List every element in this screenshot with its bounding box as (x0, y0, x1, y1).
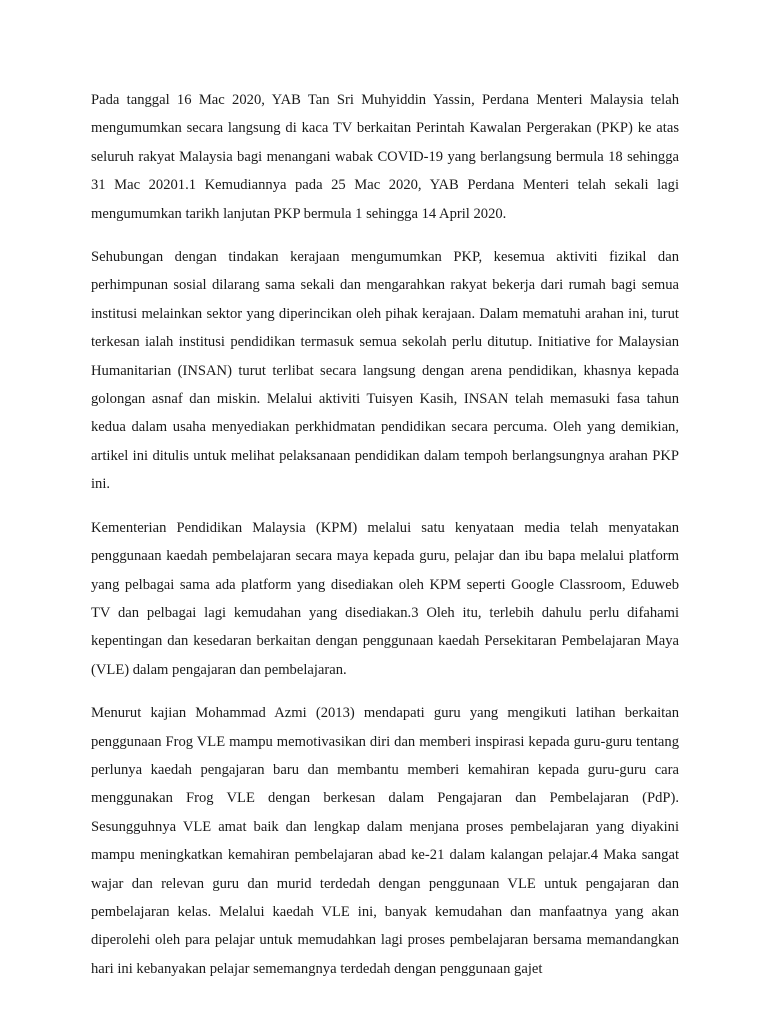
paragraph-kpm-statement: Kementerian Pendidikan Malaysia (KPM) melalui satu kenyataan media telah menyatakan penggunaan kaedah pembelajaran secara maya kepada guru, pelajar dan ibu bapa melalui platform yang pelbagai sama ada platform yang disediakan oleh KPM seperti Google Classroom, Eduweb TV dan pelbagai lagi kemudahan yang disediakan.3 Oleh itu, terlebih dahulu perlu difahami kepentingan dan kesedaran berkaitan dengan penggunaan kaedah Persekitaran Pembelajaran Maya (VLE) dalam pengajaran dan pembelajaran. (91, 519, 679, 678)
paragraph-pkp-announcement: Pada tanggal 16 Mac 2020, YAB Tan Sri Muhyiddin Yassin, Perdana Menteri Malaysia telah mengumumkan secara langsung di kaca TV berkaitan Perintah Kawalan Pergerakan (PKP) ke atas seluruh rakyat Malaysia bagi menangani wabak COVID-19 yang berlangsung bermula 18 sehingga 31 Mac 20201.1 Kemudiannya pada 25 Mac 2020, YAB Perdana Menteri telah sekali lagi mengumumkan tarikh lanjutan PKP bermula 1 sehingga 14 April 2020. (91, 92, 679, 222)
paragraph-government-action: Sehubungan dengan tindakan kerajaan mengumumkan PKP, kesemua aktiviti fizikal dan perhimpunan sosial dilarang sama sekali dan mengarahkan rakyat bekerja dari rumah bagi semua institusi melainkan sektor yang diperincikan oleh pihak kerajaan. Dalam mematuhi arahan ini, turut terkesan ialah institusi pendidikan termasuk semua sekolah perlu ditutup. Initiative for Malaysian Humanitarian (INSAN) turut terlibat secara langsung dengan arena pendidikan, khasnya kepada golongan asnaf dan miskin. Melalui aktiviti Tuisyen Kasih, INSAN telah memasuki fasa tahun kedua dalam usaha menyediakan perkhidmatan pendidikan secara percuma. Oleh yang demikian, artikel ini ditulis untuk melihat pelaksanaan pendidikan dalam tempoh berlangsungnya arahan PKP ini. (91, 249, 679, 493)
document-page (91, 86, 679, 998)
paragraph-vle-study: Menurut kajian Mohammad Azmi (2013) mendapati guru yang mengikuti latihan berkaitan penggunaan Frog VLE mampu memotivasikan diri dan memberi inspirasi kepada guru-guru tentang perlunya kaedah pengajaran baru dan membantu memberi kemahiran kepada guru-guru cara menggunakan Frog VLE dengan berkesan dalam Pengajaran dan Pembelajaran (PdP). Sesungguhnya VLE amat baik dan lengkap dalam menjana proses pembelajaran yang diyakini mampu meningkatkan kemahiran pembelajaran abad ke-21 dalam kalangan pelajar.4 Maka sangat wajar dan relevan guru dan murid terdedah dengan penggunaan VLE untuk pengajaran dan pembelajaran kelas. Melalui kaedah VLE ini, banyak kemudahan dan manfaatnya yang akan diperolehi oleh para pelajar untuk memudahkan lagi proses pembelajaran bersama memandangkan hari ini kebanyakan pelajar sememangnya terdedah dengan penggunaan gajet (91, 705, 679, 977)
